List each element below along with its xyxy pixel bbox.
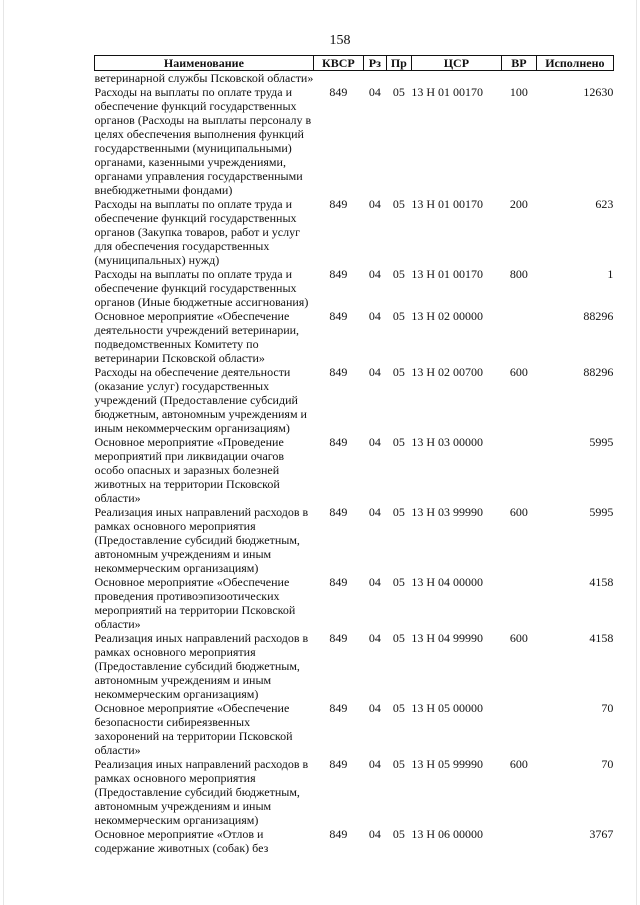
name-line: Основное мероприятие «Проведение: [94, 435, 284, 449]
cell-name: [95, 505, 314, 575]
table-row: [95, 365, 614, 435]
table-row: [95, 197, 614, 267]
cell-pr: 05: [392, 505, 405, 519]
name-line: внебюджетными фондами): [94, 183, 233, 197]
name-line: Реализация иных направлений расходов в: [94, 505, 309, 519]
name-line: Реализация иных направлений расходов в: [94, 757, 309, 771]
scan-edge-right: [636, 0, 637, 905]
name-line: Расходы на выплаты по оплате труда и: [94, 85, 292, 99]
cell-kvsr: 849: [329, 701, 348, 715]
scan-edge-left: [3, 0, 4, 905]
table-row: [95, 757, 614, 827]
cell-kvsr: 849: [329, 309, 348, 323]
cell-pr: 05: [392, 365, 405, 379]
cell-kvsr: 849: [329, 575, 348, 589]
name-line: (Предоставление субсидий бюджетным,: [94, 533, 300, 547]
cell-sum: 88296: [583, 365, 614, 379]
name-line: учреждений (Предоставление субсидий: [94, 393, 298, 407]
name-line: Основное мероприятие «Отлов и: [94, 827, 264, 841]
header-sum: Исполнено: [536, 56, 613, 71]
table-row: [95, 71, 614, 86]
cell-kvsr: 849: [329, 505, 348, 519]
cell-rz: 04: [368, 757, 381, 771]
table-row: [95, 435, 614, 505]
cell-name: [95, 757, 314, 827]
cell-rz: 04: [368, 197, 381, 211]
cell-name: [95, 267, 314, 309]
cell-sum: 70: [601, 757, 614, 771]
cell-csr: 13 Н 03 00000: [411, 435, 484, 449]
table-row: [95, 631, 614, 701]
cell-rz: 04: [368, 365, 381, 379]
name-line: обеспечение функций государственных: [94, 281, 297, 295]
cell-vr: 600: [509, 365, 528, 379]
name-line: рамках основного мероприятия: [94, 771, 256, 785]
table-row: [95, 267, 614, 309]
name-line: безопасности сибиреязвенных: [94, 715, 251, 729]
cell-csr: 13 Н 04 00000: [411, 575, 484, 589]
cell-sum: 4158: [589, 631, 614, 645]
cell-rz: 04: [368, 505, 381, 519]
name-line: органов (Расходы на выплаты персоналу в: [94, 113, 312, 127]
name-line: (муниципальных) нужд): [94, 253, 220, 267]
cell-vr: 600: [509, 631, 528, 645]
cell-pr: 05: [392, 309, 405, 323]
cell-name: [95, 575, 314, 631]
cell-kvsr: 849: [329, 631, 348, 645]
cell-vr: 800: [509, 267, 528, 281]
cell-sum: 88296: [583, 309, 614, 323]
name-line: целях обеспечения выполнения функций: [94, 127, 304, 141]
header-kvsr: КВСР: [313, 56, 363, 71]
cell-vr: 600: [509, 505, 528, 519]
cell-pr: [386, 71, 411, 86]
cell-name: [95, 197, 314, 267]
cell-csr: 13 Н 06 00000: [411, 827, 484, 841]
name-line: особо опасных и заразных болезней: [94, 463, 280, 477]
table-row: [95, 701, 614, 757]
cell-sum: 4158: [589, 575, 614, 589]
name-line: Основное мероприятие «Обеспечение: [94, 701, 290, 715]
cell-name: [95, 71, 314, 86]
cell-pr: 05: [392, 197, 405, 211]
header-rz: Рз: [363, 56, 386, 71]
name-line: мероприятий на территории Псковской: [94, 603, 296, 617]
name-line: подведомственных Комитету по: [94, 337, 259, 351]
header-name: Наименование: [95, 56, 314, 71]
cell-rz: 04: [368, 701, 381, 715]
name-line: области»: [94, 491, 141, 505]
cell-pr: 05: [392, 701, 405, 715]
name-line: Основное мероприятие «Обеспечение: [94, 309, 290, 323]
cell-kvsr: 849: [329, 435, 348, 449]
cell-pr: 05: [392, 575, 405, 589]
budget-table: [94, 55, 614, 855]
name-line: органов (Закупка товаров, работ и услуг: [94, 225, 300, 239]
name-line: деятельности учреждений ветеринарии,: [94, 323, 300, 337]
cell-kvsr: 849: [329, 827, 348, 841]
cell-vr: [501, 575, 536, 631]
cell-csr: 13 Н 05 99990: [411, 757, 484, 771]
name-line: Реализация иных направлений расходов в: [94, 631, 309, 645]
name-line: органов (Иные бюджетные ассигнования): [94, 295, 309, 309]
name-line: автономным учреждениям и иным: [94, 547, 272, 561]
table-row: [95, 505, 614, 575]
cell-kvsr: [313, 71, 363, 86]
cell-sum: 5995: [589, 505, 614, 519]
name-line: для обеспечения государственных: [94, 239, 270, 253]
cell-rz: [363, 71, 386, 86]
cell-csr: [411, 71, 501, 86]
name-line: рамках основного мероприятия: [94, 519, 256, 533]
cell-csr: 13 Н 05 00000: [411, 701, 484, 715]
name-line: Расходы на выплаты по оплате труда и: [94, 267, 292, 281]
name-line: некоммерческим организациям): [94, 813, 259, 827]
cell-name: [95, 827, 314, 855]
name-line: (оказание услуг) государственных: [94, 379, 270, 393]
cell-csr: 13 Н 03 99990: [411, 505, 484, 519]
cell-csr: 13 Н 02 00000: [411, 309, 484, 323]
cell-csr: 13 Н 01 00170: [411, 197, 484, 211]
name-line: некоммерческим организациям): [94, 561, 259, 575]
header-csr: ЦСР: [411, 56, 501, 71]
cell-name: [95, 631, 314, 701]
name-line: ветеринарной службы Псковской области»: [94, 71, 314, 85]
table-row: [95, 827, 614, 855]
cell-kvsr: 849: [329, 757, 348, 771]
cell-rz: 04: [368, 631, 381, 645]
header-pr: Пр: [386, 56, 411, 71]
cell-vr: [501, 435, 536, 505]
table-row: [95, 85, 614, 197]
name-line: (Предоставление субсидий бюджетным,: [94, 785, 300, 799]
cell-pr: 05: [392, 631, 405, 645]
cell-kvsr: 849: [329, 85, 348, 99]
cell-sum: 5995: [589, 435, 614, 449]
cell-sum: 1: [607, 267, 614, 281]
cell-csr: 13 Н 01 00170: [411, 267, 484, 281]
name-line: органами, казенными учреждениями,: [94, 155, 286, 169]
name-line: автономным учреждениям и иным: [94, 673, 272, 687]
table-row: [95, 309, 614, 365]
cell-vr: [501, 71, 536, 86]
name-line: Расходы на обеспечение деятельности: [94, 365, 291, 379]
cell-pr: 05: [392, 85, 405, 99]
cell-vr: 100: [509, 85, 528, 99]
cell-sum: 623: [595, 197, 614, 211]
cell-name: [95, 309, 314, 365]
name-line: Основное мероприятие «Обеспечение: [94, 575, 290, 589]
cell-rz: 04: [368, 575, 381, 589]
cell-rz: 04: [368, 435, 381, 449]
cell-sum: 12630: [583, 85, 614, 99]
name-line: области»: [94, 617, 141, 631]
name-line: ветеринарии Псковской области»: [94, 351, 265, 365]
table-body: [95, 71, 614, 856]
table-header-row: [95, 56, 614, 71]
cell-sum: [536, 71, 613, 86]
name-line: содержание животных (собак) без: [94, 841, 269, 855]
cell-sum: 3767: [589, 827, 614, 841]
cell-vr: [501, 309, 536, 365]
name-line: обеспечение функций государственных: [94, 99, 297, 113]
cell-rz: 04: [368, 309, 381, 323]
cell-vr: 600: [509, 757, 528, 771]
cell-rz: 04: [368, 267, 381, 281]
name-line: животных на территории Псковской: [94, 477, 280, 491]
name-line: органами управления государственными: [94, 169, 303, 183]
cell-pr: 05: [392, 827, 405, 841]
name-line: мероприятий при ликвидации очагов: [94, 449, 285, 463]
cell-csr: 13 Н 04 99990: [411, 631, 484, 645]
cell-pr: 05: [392, 757, 405, 771]
name-line: захоронений на территории Псковской: [94, 729, 293, 743]
name-line: некоммерческим организациям): [94, 687, 259, 701]
cell-vr: [501, 701, 536, 757]
name-line: автономным учреждениям и иным: [94, 799, 272, 813]
cell-pr: 05: [392, 267, 405, 281]
cell-rz: 04: [368, 85, 381, 99]
page-number: 158: [329, 33, 351, 48]
name-line: Расходы на выплаты по оплате труда и: [94, 197, 292, 211]
name-line: рамках основного мероприятия: [94, 645, 256, 659]
cell-pr: 05: [392, 435, 405, 449]
name-line: (Предоставление субсидий бюджетным,: [94, 659, 300, 673]
name-line: проведения противоэпизоотических: [94, 589, 280, 603]
cell-rz: 04: [368, 827, 381, 841]
cell-csr: 13 Н 01 00170: [411, 85, 484, 99]
cell-csr: 13 Н 02 00700: [411, 365, 484, 379]
cell-name: [95, 85, 314, 197]
cell-name: [95, 701, 314, 757]
header-vr: ВР: [501, 56, 536, 71]
cell-kvsr: 849: [329, 365, 348, 379]
name-line: обеспечение функций государственных: [94, 211, 297, 225]
cell-kvsr: 849: [329, 267, 348, 281]
name-line: бюджетным, автономным учреждениям и: [94, 407, 307, 421]
cell-sum: 70: [601, 701, 614, 715]
name-line: области»: [94, 743, 141, 757]
cell-kvsr: 849: [329, 197, 348, 211]
cell-vr: 200: [509, 197, 528, 211]
name-line: иным некоммерческим организациям): [94, 421, 290, 435]
table-row: [95, 575, 614, 631]
cell-name: [95, 365, 314, 435]
name-line: государственными (муниципальными): [94, 141, 292, 155]
cell-name: [95, 435, 314, 505]
cell-vr: [501, 827, 536, 855]
